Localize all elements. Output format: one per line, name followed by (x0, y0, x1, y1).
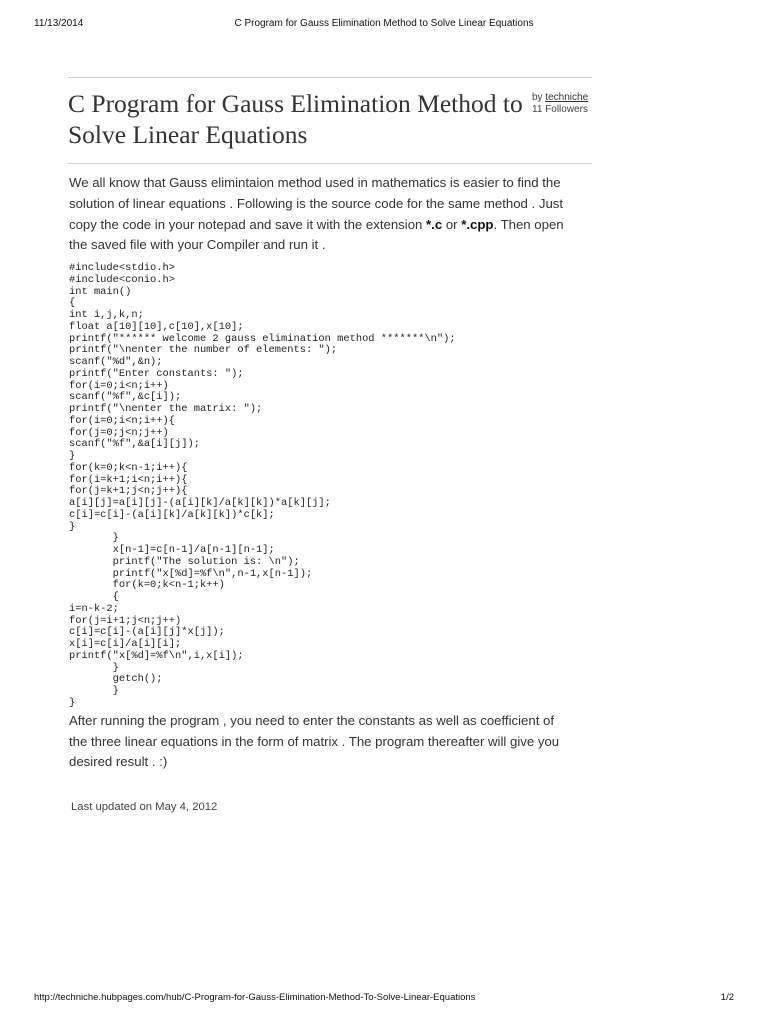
extension-c: *.c (426, 216, 443, 232)
followers-count: 11 Followers (532, 103, 588, 115)
author-box (532, 92, 598, 115)
page-number: 1/2 (720, 992, 734, 1003)
outro-paragraph: After running the program , you need to enter the constants as well as coefficient of the three linear equations in the form of matrix . The program thereafter will give you desired result . :) (69, 713, 560, 769)
last-updated: Last updated on May 4, 2012 (71, 801, 218, 813)
intro-paragraph (69, 173, 569, 256)
print-footer (0, 992, 768, 1006)
by-label: by (532, 92, 543, 103)
print-header (0, 18, 768, 32)
top-divider (68, 77, 592, 78)
intro-text: We all know that Gauss elimintaion method used in mathematics is easier to find the solution of linear equations . Following is the source code for the same method . Just copy the code in your notepad and save it with the extension (69, 175, 564, 232)
print-url: http://techniche.hubpages.com/hub/C-Program-for-Gauss-Elimination-Method-To-Solve-Linear-Equations (34, 992, 476, 1003)
article-title: C Program for Gauss Elimination Method to Solve Linear Equations (68, 89, 523, 149)
intro-after: . Then open the saved file with your Compiler and run it . (69, 216, 564, 253)
source-code-block: #include<stdio.h> #include<conio.h> int main() { int i,j,k,n; float a[10][10],c[10],x[10]; printf("****** welcome 2 gauss elimination method *******\n"); printf("\nenter the number of elements: "); scanf("%d",&n); printf("Enter constants: "); for(i=0;i<n;i++) scanf("%f",&c[i]); printf("\nenter the matrix: "); for(i=0;i<n;i++){ for(j=0;j<n;j++) scanf("%f",&a[i][j]); } for(k=0;k<n-1;i++){ for(i=k+1;i<n;i++){ for(j=k+1;j<n;j++){ a[i][j]=a[i][j]-(a[i][k]/a[k][k])*a[k][j]; c[i]=c[i]-(a[i][k]/a[k][k])*c[k]; } } x[n-1]=c[n-1]/a[n-1][n-1]; printf("The solution is: \n"); printf("x[%d]=%f\n",n-1,x[n-1]); for(k=0;k<n-1;k++) { i=n-k-2; for(j=i+1;j<n;j++) c[i]=c[i]-(a[i][j]*x[j]); x[i]=c[i]/a[i][i]; printf("x[%d]=%f\n",i,x[i]); } getch(); } } (69, 262, 456, 709)
extension-cpp: *.cpp (461, 216, 494, 232)
print-date: 11/13/2014 (34, 18, 84, 29)
author-link[interactable]: techniche (545, 92, 589, 103)
intro-or: or (442, 216, 462, 232)
title-divider (68, 163, 592, 164)
print-page-title: C Program for Gauss Elimination Method to Solve Linear Equations (234, 18, 534, 29)
